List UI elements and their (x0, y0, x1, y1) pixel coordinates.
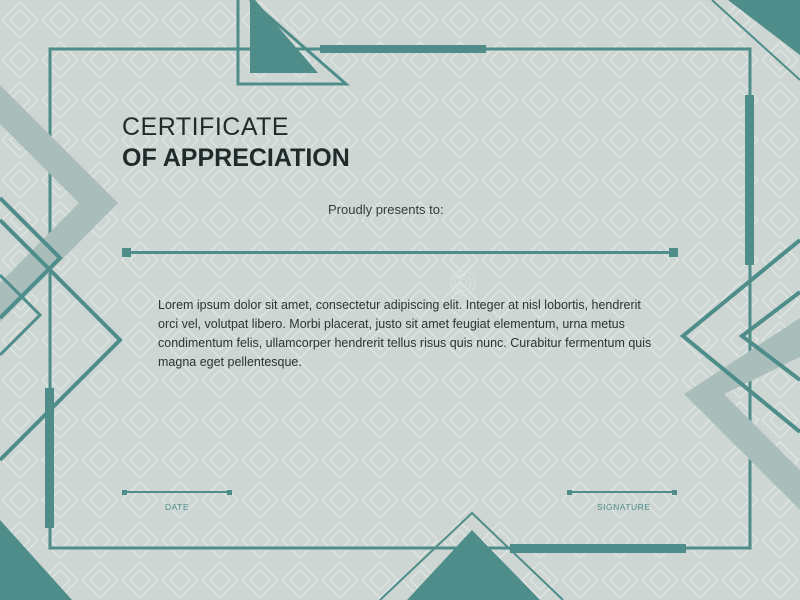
date-label: DATE (165, 502, 190, 512)
frame-accent-top (320, 45, 486, 53)
date-field[interactable] (122, 480, 232, 496)
signature-field[interactable] (567, 480, 677, 496)
signature-label: SIGNATURE (597, 502, 651, 512)
certificate-title-line1: CERTIFICATE (122, 113, 290, 141)
certificate-title-line2: OF APPRECIATION (122, 144, 350, 172)
frame-accent-right (745, 95, 754, 265)
certificate-body-text: Lorem ipsum dolor sit amet, consectetur adipiscing elit. Integer at nisl lobortis, hendrerit orci vel, volutpat libero. Morbi placerat, justo sit amet feugiat elementum, urna metus condimentum felis, ullamcorper hendrerit tellus risus quis nunc. Curabitur fermentum quis magna eget pellentesque. (158, 298, 652, 369)
frame-accent-bottom (510, 544, 686, 553)
presents-label: Proudly presents to: (328, 202, 444, 217)
recipient-name-field[interactable] (128, 240, 672, 264)
